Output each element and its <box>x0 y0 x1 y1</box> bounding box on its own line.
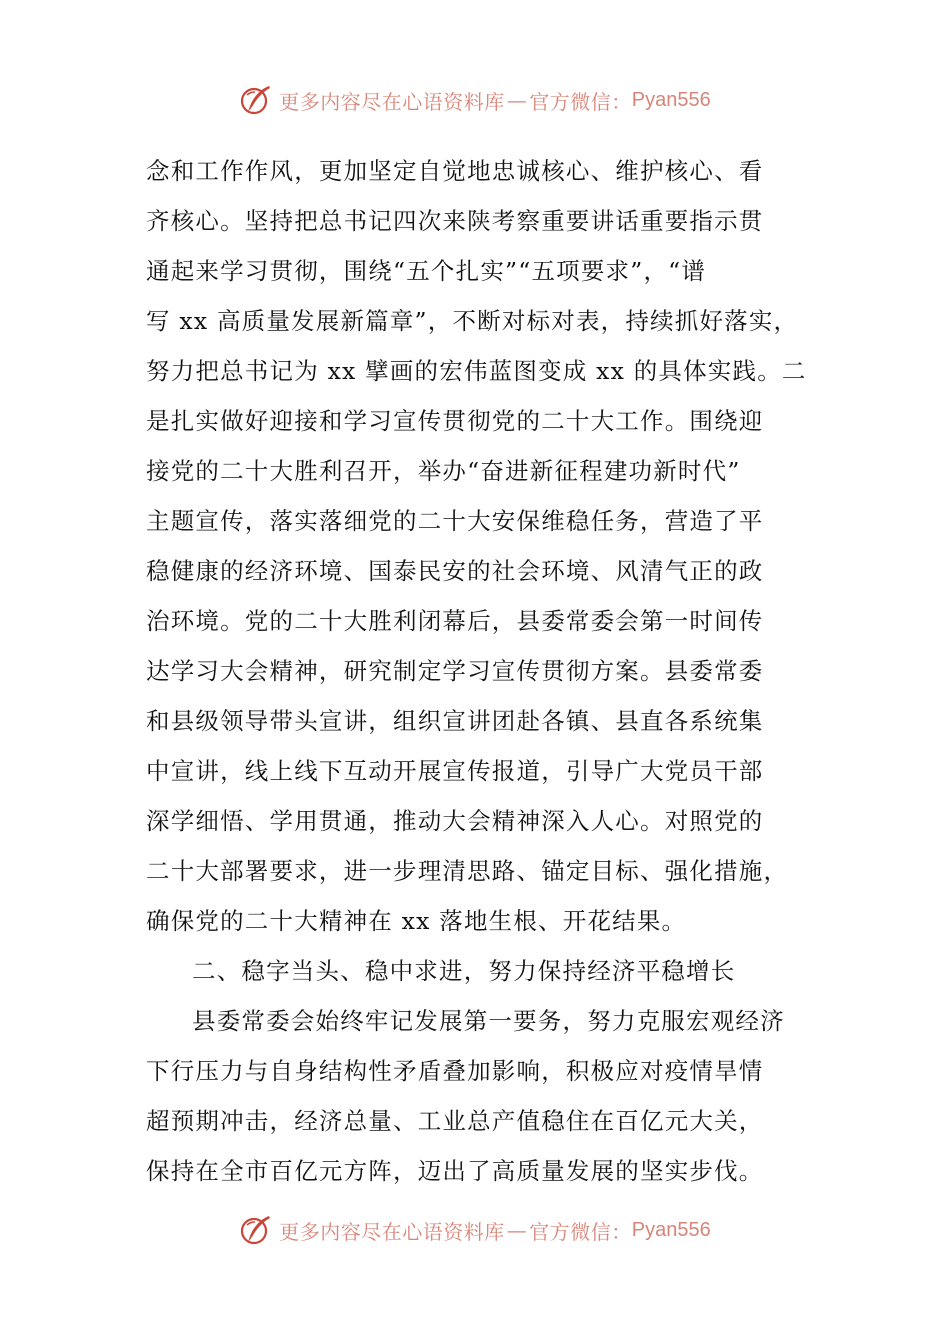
text-line: 达学习大会精神，研究制定学习宣传贯彻方案。县委常委 <box>146 657 764 685</box>
text-line: 下行压力与自身结构性矛盾叠加影响，积极应对疫情旱情 <box>146 1057 764 1085</box>
text-line: 努力把总书记为 xx 擘画的宏伟蓝图变成 xx 的具体实践。二 <box>146 357 807 385</box>
text-line: 和县级领导带头宣讲，组织宣讲团赴各镇、县直各系统集 <box>146 707 764 735</box>
text-line: 二十大部署要求，进一步理清思路、锚定目标、强化措施， <box>146 857 789 885</box>
text-line: 保持在全市百亿元方阵，迈出了高质量发展的坚实步伐。 <box>146 1157 764 1185</box>
text-line: 接党的二十大胜利召开，举办“奋进新征程建功新时代” <box>146 457 741 485</box>
text-line: 确保党的二十大精神在 xx 落地生根、开花结果。 <box>146 907 687 935</box>
text-line: 中宣讲，线上线下互动开展宣传报道，引导广大党员干部 <box>146 757 764 785</box>
document-body <box>146 146 816 1196</box>
text-line: 主题宣传，落实落细党的二十大安保维稳任务，营造了平 <box>146 507 764 535</box>
banner-slogan: 更多内容尽在心语资料库 <box>279 1219 505 1244</box>
header-banner <box>0 80 950 120</box>
text-line: 写 xx 高质量发展新篇章”，不断对标对表，持续抓好落实， <box>146 307 799 335</box>
text-line: 深学细悟、学用贯通，推动大会精神深入人心。对照党的 <box>146 807 764 835</box>
footer-banner <box>0 1210 950 1250</box>
text-line: 通起来学习贯彻，围绕“五个扎实”“五项要求”，“谱 <box>146 257 707 285</box>
banner-wechat-label: 官方微信： <box>529 1219 632 1244</box>
text-line: 县委常委会始终牢记发展第一要务，努力克服宏观经济 <box>192 1007 785 1035</box>
banner-wechat-label: 官方微信： <box>529 89 632 114</box>
text-line: 是扎实做好迎接和学习宣传贯彻党的二十大工作。围绕迎 <box>146 407 764 435</box>
quill-pen-icon <box>239 83 273 117</box>
quill-pen-icon <box>239 1213 273 1247</box>
text-line: 念和工作作风，更加坚定自觉地忠诚核心、维护核心、看 <box>146 157 764 185</box>
banner-wechat-id: Pyan556 <box>631 88 711 111</box>
text-line: 二、稳字当头、稳中求进，努力保持经济平稳增长 <box>192 957 736 985</box>
text-line: 齐核心。坚持把总书记四次来陕考察重要讲话重要指示贯 <box>146 207 764 235</box>
text-line: 稳健康的经济环境、国泰民安的社会环境、风清气正的政 <box>146 557 764 585</box>
banner-wechat-id: Pyan556 <box>631 1218 711 1241</box>
text-line: 治环境。党的二十大胜利闭幕后，县委常委会第一时间传 <box>146 607 764 635</box>
banner-slogan: 更多内容尽在心语资料库 <box>279 89 505 114</box>
banner-separator: — <box>506 88 528 112</box>
text-line: 超预期冲击，经济总量、工业总产值稳住在百亿元大关， <box>146 1107 764 1135</box>
banner-separator: — <box>506 1218 528 1242</box>
